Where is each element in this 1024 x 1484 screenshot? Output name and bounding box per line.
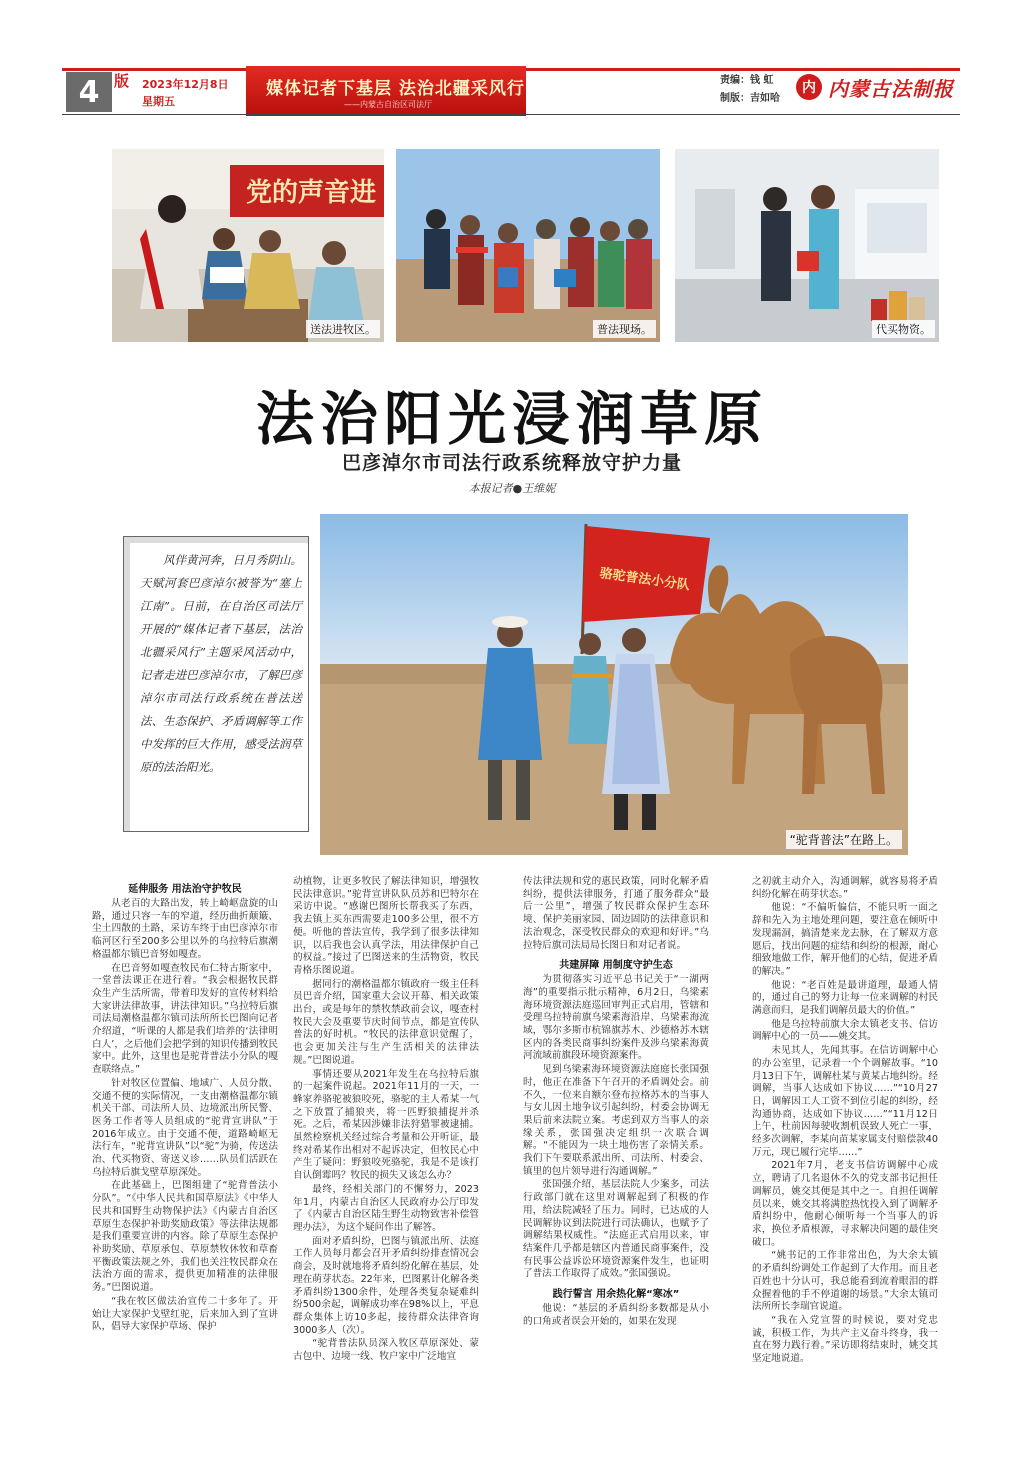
col4-paragraph-4: 他是乌拉特前旗大余太镇老支书、信访调解中心的一员——姚交其。 [752, 1018, 938, 1043]
editor-name: 责编：钱 虹 [720, 75, 774, 86]
col4-paragraph-2: 他说：“不偏听偏信，不能只听一面之辞和先入为主地处理问题，要注意在倾听中发现漏洞，搞清楚来龙去脉，在了解双方意愿后，找出问题的症结和纠纷的根源，耐心细致地做工作，解开他们的心结，促进矛盾的解决。” [752, 902, 938, 977]
banner-title: 媒体记者下基层 法治北疆采风行 [266, 79, 525, 99]
col2-paragraph-6: “驼背普法队员深入牧区草原深处、蒙古包中、边境一线、牧户家中广泛地宣 [293, 1338, 479, 1363]
article-column-4 [752, 876, 938, 1367]
newspaper-logo [796, 72, 954, 102]
col4-paragraph-8: “我在入党宣誓的时候说，要对党忠诚，积极工作，为共产主义奋斗终身，我一直在努力践行着。”采访即将结束时，姚交其坚定地说道。 [752, 1314, 938, 1365]
col2-paragraph-1: 动植物，让更多牧民了解法律知识，增强牧民法律意识。”驼背宣讲队队员苏和巴特尔在采访中说。“感谢巴图所长帮我买了东西，我去镇上买东西需要走100多公里，很不方便。听他的普法宣传，我学到了很多法律知识，以后我也会认真学法，用法律保护自己的权益。”接过了巴图送来的生活物资，牧民青格乐图说道。 [293, 876, 479, 976]
col3-paragraph-2: 为贯彻落实习近平总书记关于“一湖两海”的重要指示批示精神，6月2日，乌梁素海环境资源法庭巡回审判正式启用，管辖和受理乌拉特前旗乌梁素海沿岸、乌梁素海流域，鄂尔多斯市杭锦旗苏木、沙德格苏木辖区内的各类民商事纠纷案件及涉乌梁素海黄河流域前旗段环境资源案件。 [523, 974, 709, 1062]
col2-paragraph-2: 据同行的潮格温都尔镇政府一级主任科员巴音介绍，国家重大会议开幕、相关政策出台，或是每年的禁牧禁政前会议，嘎查村牧民大会及重要节庆时间节点，都是宣传队普法的好时机。“牧民的法律意识觉醒了，也会更加关注与生产生活相关的法律法规。”巴图说道。 [293, 978, 479, 1066]
section-heading-ecology: 共建屏障 用制度守护生态 [559, 960, 673, 972]
editor-credits [720, 72, 780, 108]
logo-text: 内蒙古法制报 [828, 76, 954, 101]
page-number: 4 [66, 72, 112, 112]
section-heading-mediation: 践行誓言 用余热化解“寒冰” [552, 1289, 680, 1301]
logo-emblem-icon: 内 [796, 74, 822, 100]
main-photo-caption: “驼背普法”在路上。 [786, 830, 902, 849]
col1-paragraph-5: “我在牧区做法治宣传二十多年了。开始让大家保护戈壁红驼，后来加入到了宣讲队，倡导大家保护草场、保护 [92, 1295, 278, 1333]
lead-box [123, 536, 309, 832]
photo3-caption: 代买物资。 [872, 320, 935, 338]
column-banner [246, 66, 526, 116]
issue-date-block [142, 76, 229, 110]
article-subheadline: 巴彦淖尔市司法行政系统释放守护力量 [341, 452, 682, 474]
photo-camel-law-team [320, 514, 908, 855]
col1-paragraph-1: 从老百的大路出发，转上崎岖盘旋的山路，通过只容一车的窄道，经历曲折颠簸、尘土四散的土路，采访车终于由巴彦淖尔市临河区行至200多公里以外的乌拉特后旗潮格温都尔镇巴音努如嘎查。 [92, 898, 278, 960]
article-column-1 [92, 876, 278, 1335]
col4-paragraph-5: 未见其人，先闻其事。在信访调解中心的办公室里，记录着一个个调解故事。“10月13日下午，调解杜某与黄某占地纠纷。经调解，当事人达成如下协议……”“10月27日，调解因工人工资不到位引起的纠纷，经沟通协商，达成如下协议……”“11月12日上午，杜前因每驶收割机误致人死亡一事，经多次调解，李某向苗某家属支付赔偿款40万元，现已履行完毕……” [752, 1045, 938, 1158]
photo-law-into-pasture [112, 149, 384, 342]
col3-paragraph-5: 他说：“基层的矛盾纠纷多数都是从小的口角或者误会开始的，如果在发现 [523, 1303, 709, 1327]
col3-paragraph-3: 见到乌梁素海环境资源法庭庭长张国强时，他正在准备下午召开的矛盾调处会。前不久，一位来自额尔登布拉格苏木的当事人与女儿因土地争议引起纠纷，村委会协调无果后前来法院立案。考虑到双方当事人的亲缘关系，张国强决定组织一次联合调解。“不能因为一块土地伤害了亲情关系。我们下午要联系派出所、司法所、村委会、镇里的包片领导进行沟通调解。” [523, 1064, 709, 1177]
photo1-illustration [112, 149, 384, 342]
issue-date: 2023年12月8日 [142, 78, 229, 91]
col2-paragraph-3: 事情还要从2021年发生在乌拉特后旗的一起案件说起。2021年11月的一天，一蜂家养骆驼被狼咬死，骆驼的主人希某一气之下放置了捕狼夹，将一匹野狼捕捉并杀死。之后，希某因涉嫌非法狩猎罪被逮捕。虽然检察机关经过综合考量和公开听证，最终对希某作出相对不起诉决定，但牧民心中产生了疑问：野狼咬死骆驼，我是不是该打自认倒霉吗？牧民的损失又该怎么办？ [293, 1068, 479, 1182]
photo2-illustration [396, 149, 660, 342]
photo-buying-supplies [675, 149, 939, 342]
issue-weekday: 星期五 [142, 95, 175, 108]
section-heading-extend-service: 延伸服务 用法治守护牧民 [128, 884, 242, 895]
main-photo-illustration [320, 514, 908, 855]
article-column-3 [523, 876, 709, 1330]
col1-paragraph-4: 在此基础上，巴图组建了“驼背普法小分队”。“《中华人民共和国草原法》《中华人民共和国野生动物保护法》《内蒙古自治区草原生态保护补助奖励政策》等法律法规都是我们重要宣讲的内容。除了草原生态保护补助奖励、草原承包、草原禁牧休牧和草畜平衡政策法规之外，我们也关注牧民群众在法治方面的需求，提供更加精准的法律服务。”巴图说道。 [92, 1180, 278, 1294]
col4-paragraph-7: “姚书记的工作非常出色，为大余太镇的矛盾纠纷调处工作起到了大作用。而且老百姓也十分认可，我总能看到流着眼泪的群众握着他的手不停道谢的场景。”大余太镇司法所所长李瑞官说道。 [752, 1250, 938, 1313]
main-photo-flag-text: 骆驼普法小分队 [598, 566, 691, 594]
col2-paragraph-4: 最终，经相关部门的不懈努力，2023年1月，内蒙古自治区人民政府办公厅印发了《内蒙古自治区陆生野生动物致害补偿管理办法》，为这个疑问作出了解答。 [293, 1183, 479, 1233]
header-bottom-rule [62, 114, 960, 115]
col1-paragraph-3: 针对牧区位置偏、地域广、人员分散、交通不便的实际情况，一支由潮格温都尔镇机关干部、司法所人员、边境派出所民警、医务工作者等人员组成的“驼背宣讲队”于2016年成立。由于交通不便，道路崎岖无法行车，“驼背宣讲队”以“驼”为骑，传送法治、代买物资、寄送义诊……队员们活跃在乌拉特后旗戈壁草原深处。 [92, 1077, 278, 1178]
producer-name: 制版：吉如哈 [720, 93, 780, 104]
photo1-caption: 送法进牧区。 [306, 320, 380, 338]
banner-subtitle: ——内蒙古自治区司法厅 [344, 100, 432, 109]
article-byline: 本报记者●王维妮 [468, 482, 556, 495]
photo1-banner-text: 党的声音进 [246, 178, 377, 208]
lead-paragraph: 风伴黄河奔，日月秀阴山。天赋河套巴彦淖尔被誉为“塞上江南”。日前，在自治区司法厅开展的“媒体记者下基层，法治北疆采风行”主题采风活动中，记者走进巴彦淖尔市，了解巴彦淖尔市司法行政系统在普法送法、生态保护、矛盾调解等工作中发挥的巨大作用，感受法润草原的法治阳光。 [140, 553, 302, 774]
col4-paragraph-6: 2021年7月，老支书信访调解中心成立，聘请了几名退休不久的党支部书记担任调解员，姚交其便是其中之一。自担任调解员以来，姚交其将满腔热忱投入到了调解矛盾纠纷中，他耐心倾听每一个当事人的诉求，换位矛盾根源，寻求解决问题的最佳突破口。 [752, 1160, 938, 1248]
col1-paragraph-2: 在巴音努如嘎查牧民布仁特古斯家中，一堂普法课正在进行着。“我会根据牧民群众生产生活所需，带着印发好的宣传材料给大家讲法律故事，讲法律知识。”乌拉特后旗司法局潮格温都尔镇司法所所长巴图向记者介绍道，“听课的人都是我们培养的‘法律明白人’，之后他们会把学到的知识传播到牧民家中。此外，这里也是驼背普法小分队的嘎查联络点。” [92, 962, 278, 1076]
photo-law-scene [396, 149, 660, 342]
photo3-illustration [675, 149, 939, 342]
page-label: 版 [114, 72, 130, 90]
article-column-2 [293, 876, 479, 1365]
article-headline: 法治阳光浸润草原 [255, 385, 768, 453]
col2-paragraph-5: 面对矛盾纠纷，巴图与镇派出所、法庭工作人员每月都会召开矛盾纠纷排查情况会商会，及时就地将矛盾纠纷化解在基层，处理在萌芽状态。22年来，巴图累计化解各类矛盾纠纷1300余件，处理各类复杂疑难纠纷500余起，调解成功率在98%以上，平息群众集体上访10多起，接待群众法律咨询3000多人（次）。 [293, 1235, 479, 1336]
col3-paragraph-4: 张国强介绍，基层法院人少案多，司法行政部门就在这里对调解起到了积极的作用，给法院减轻了压力。同时，已达成的人民调解协议到法院进行司法确认，也赋予了调解结果权威性。“法庭正式启用以来，审结案件几乎都是辖区内普通民商事案件，没有民事公益诉讼环境资源案件发生，也证明了普法工作取得了成效。”张国强说。 [523, 1179, 709, 1280]
photo2-caption: 普法现场。 [593, 320, 656, 338]
col4-paragraph-3: 他说：“老百姓是最讲道理，最通人情的，通过自己的努力让每一位来调解的村民满意而归，是我们调解员最大的价值。” [752, 979, 938, 1017]
col4-paragraph-1: 之初就主动介入，沟通调解，就容易将矛盾纠纷化解在萌芽状态。” [752, 876, 938, 900]
col3-paragraph-1: 传法律法规和党的惠民政策，同时化解矛盾纠纷，提供法律服务，打通了服务群众“最后一公里”，增强了牧民群众保护生态环境、保护美丽家园、固边固防的法律意识和法治观念，深受牧民群众的欢迎和好评。”乌拉特后旗司法局局长图日和对记者说。 [523, 876, 709, 951]
